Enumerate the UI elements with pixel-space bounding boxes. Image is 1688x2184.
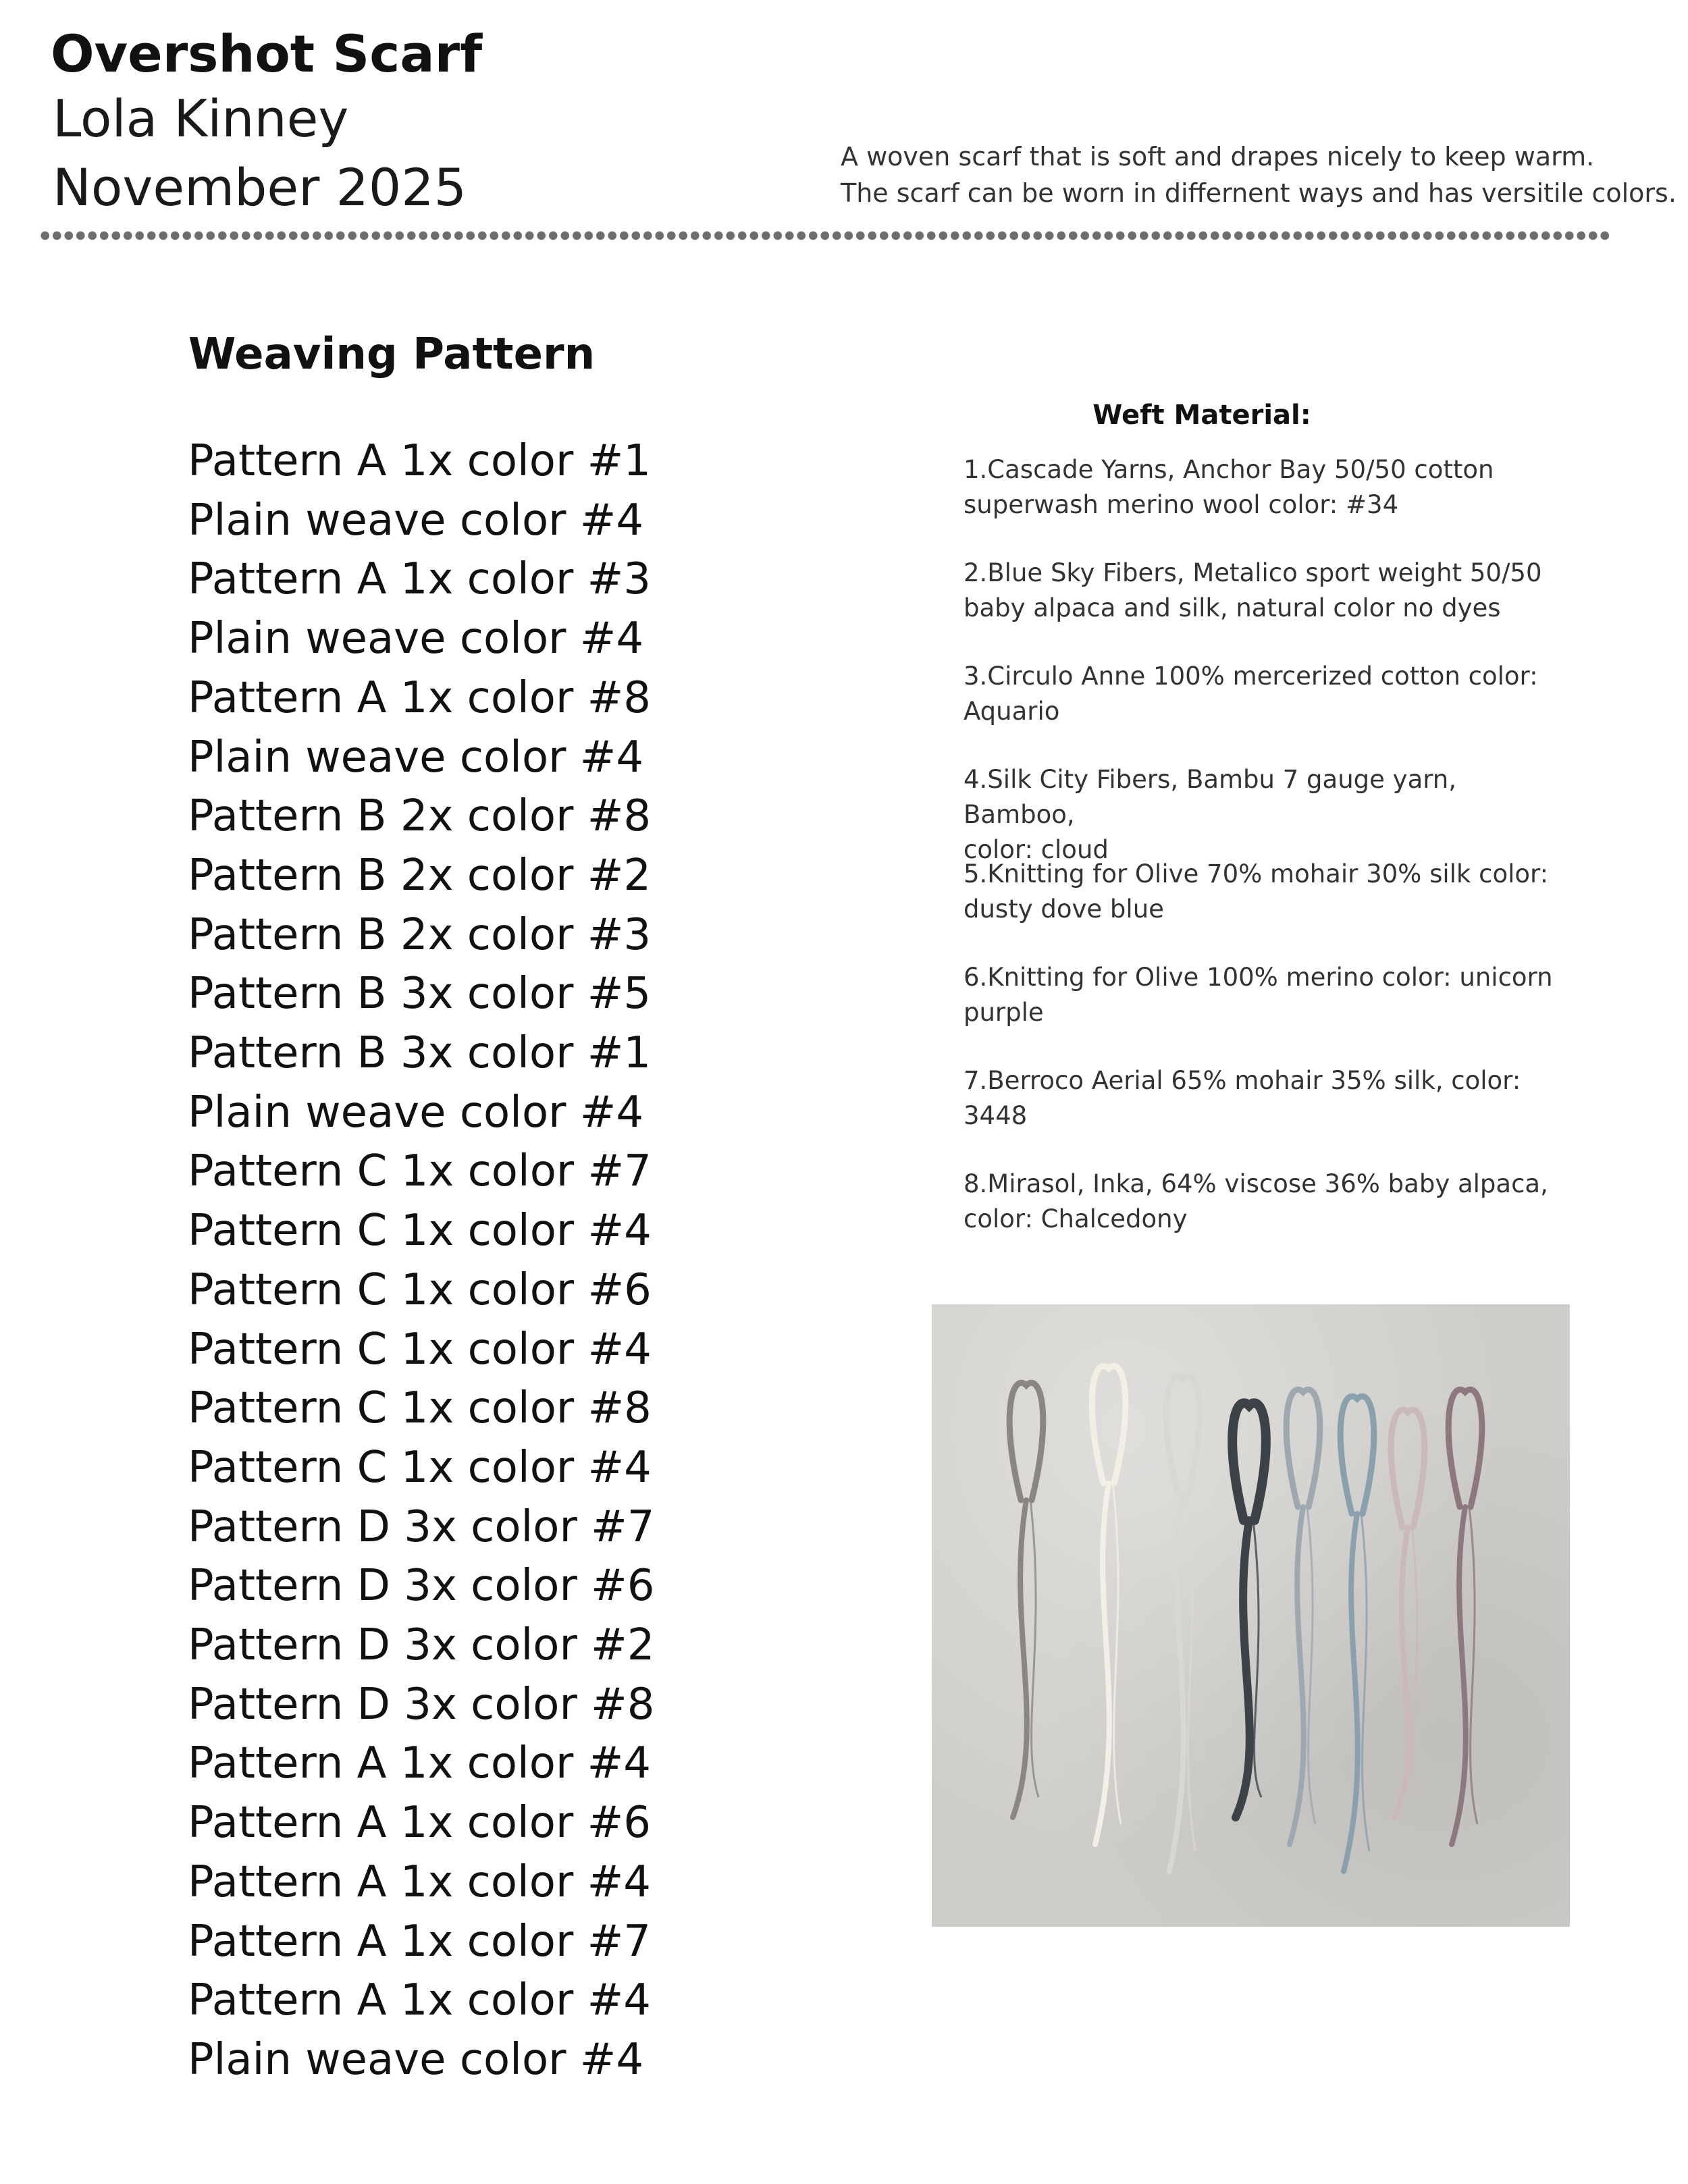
weft-material-item [964, 762, 1571, 864]
pattern-row: Pattern A 1x color #6 [188, 1798, 651, 1848]
pattern-row: Pattern A 1x color #3 [188, 554, 651, 605]
pattern-row: Pattern D 3x color #6 [188, 1561, 655, 1612]
pattern-row: Plain weave color #4 [188, 2034, 644, 2085]
weft-material-line: Aquario [964, 697, 1060, 726]
pattern-row: Pattern C 1x color #6 [188, 1264, 652, 1315]
weft-material-line: purple [964, 998, 1044, 1027]
weft-material-line: 4.Silk City Fibers, Bambu 7 gauge yarn, Bamboo, [964, 765, 1457, 829]
weaving-pattern-heading: Weaving Pattern [188, 329, 596, 379]
weaving-pattern-list [188, 432, 654, 2090]
pattern-row: Pattern A 1x color #4 [188, 1738, 651, 1789]
weft-material-line: 5.Knitting for Olive 70% mohair 30% silk color: [964, 859, 1549, 888]
yarn-strand [1166, 1376, 1200, 1871]
pattern-row: Pattern A 1x color #4 [188, 1857, 651, 1907]
pattern-row: Pattern A 1x color #7 [188, 1916, 651, 1967]
pattern-row: Plain weave color #4 [188, 495, 644, 545]
weft-material-item [964, 452, 1571, 556]
weft-material-heading: Weft Material: [1092, 400, 1311, 431]
weft-material-line: 6.Knitting for Olive 100% merino color: unicorn [964, 963, 1553, 992]
yarn-samples-photo [932, 1304, 1570, 1927]
pattern-row: Pattern A 1x color #1 [188, 436, 651, 486]
weft-material-line: color: Chalcedony [964, 1204, 1188, 1233]
document-title: Overshot Scarf [51, 24, 483, 84]
yarn-strand [1092, 1366, 1126, 1844]
pattern-row: Pattern A 1x color #8 [188, 672, 651, 723]
weft-material-line: 7.Berroco Aerial 65% mohair 35% silk, color: 3448 [964, 1066, 1521, 1130]
description-line: A woven scarf that is soft and drapes nicely to keep warm. [841, 142, 1595, 171]
weft-material-item [964, 960, 1571, 1063]
pattern-row: Plain weave color #4 [188, 732, 644, 782]
weft-material-item [964, 857, 1571, 960]
pattern-row: Pattern B 3x color #1 [188, 1028, 652, 1079]
yarn-samples-illustration [932, 1304, 1570, 1927]
pattern-row: Pattern D 3x color #7 [188, 1501, 655, 1552]
pattern-row: Pattern C 1x color #8 [188, 1383, 652, 1434]
weft-material-line: color: cloud [964, 835, 1109, 864]
weft-material-item [964, 556, 1571, 659]
document-date: November 2025 [53, 157, 467, 217]
weft-material-line: superwash merino wool color: #34 [964, 490, 1399, 519]
weft-material-line: 3.Circulo Anne 100% mercerized cotton color: [964, 662, 1538, 691]
description-line: The scarf can be worn in differnent ways and has versitile colors. [841, 178, 1677, 208]
weft-material-line: 1.Cascade Yarns, Anchor Bay 50/50 cotton [964, 455, 1494, 484]
pattern-row: Pattern D 3x color #8 [188, 1679, 655, 1730]
weft-material-line: 8.Mirasol, Inka, 64% viscose 36% baby alpaca, [964, 1169, 1548, 1198]
weft-material-item [964, 1063, 1571, 1167]
yarn-strand [1340, 1396, 1374, 1871]
weft-material-item [964, 659, 1571, 762]
weft-material-item [964, 1167, 1571, 1270]
pattern-row: Pattern A 1x color #4 [188, 1975, 651, 2026]
pattern-row: Pattern B 3x color #5 [188, 969, 652, 1019]
yarn-strand [1232, 1403, 1266, 1817]
weft-material-line: baby alpaca and silk, natural color no dyes [964, 593, 1501, 622]
weft-material-line: dusty dove blue [964, 895, 1164, 924]
pattern-row: Pattern C 1x color #4 [188, 1324, 652, 1375]
pattern-row: Plain weave color #4 [188, 614, 644, 664]
yarn-strand [1448, 1389, 1482, 1844]
scarf-description [841, 138, 1677, 211]
pattern-row: Plain weave color #4 [188, 1087, 644, 1138]
pattern-row: Pattern C 1x color #7 [188, 1146, 652, 1197]
weft-material-list [964, 452, 1571, 1270]
yarn-strand [1009, 1383, 1043, 1817]
pattern-row: Pattern C 1x color #4 [188, 1206, 652, 1256]
yarn-strand [1286, 1389, 1320, 1844]
author-name: Lola Kinney [53, 88, 349, 149]
pattern-row: Pattern B 2x color #2 [188, 850, 652, 901]
pattern-row: Pattern D 3x color #2 [188, 1620, 655, 1671]
pattern-row: Pattern B 2x color #3 [188, 909, 652, 960]
pattern-row: Pattern C 1x color #4 [188, 1442, 652, 1493]
weft-material-line: 2.Blue Sky Fibers, Metalico sport weight 50/50 [964, 558, 1542, 587]
dotted-divider [39, 231, 1612, 240]
yarn-strand [1391, 1410, 1425, 1817]
pattern-row: Pattern B 2x color #8 [188, 791, 652, 842]
